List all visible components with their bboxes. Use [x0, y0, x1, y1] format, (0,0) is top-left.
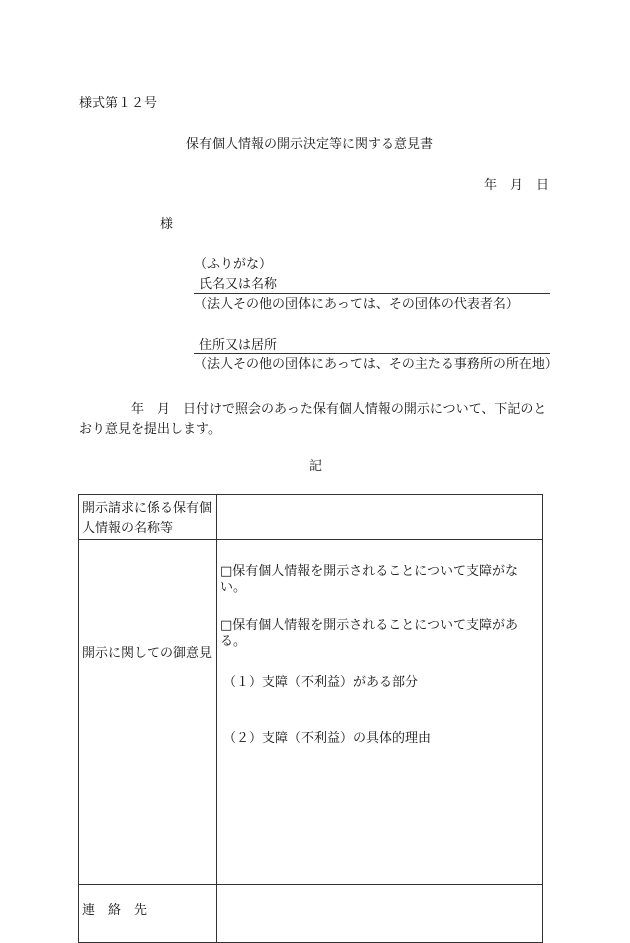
contact-cell[interactable] — [217, 885, 543, 943]
opinion-label: 開示に関しての御意見 — [79, 540, 217, 885]
form-number: 様式第１２号 — [79, 96, 158, 111]
contact-label: 連絡先 — [79, 885, 217, 943]
table-row — [79, 885, 543, 943]
part-affected: （１）支障（不利益）がある部分 — [223, 675, 419, 690]
document-title: 保有個人情報の開示決定等に関する意見書 — [186, 137, 434, 152]
name-label: 氏名又は名称 — [199, 277, 278, 292]
address-note: （法人その他の団体にあっては、その主たる事務所の所在地） — [194, 357, 558, 372]
name-note: （法人その他の団体にあっては、その団体の代表者名） — [194, 297, 519, 312]
part-reason: （２）支障（不利益）の具体的理由 — [223, 731, 432, 746]
statement-paragraph — [79, 400, 554, 440]
statement-text: 年 月 日付けで照会のあった保有個人情報の開示について、下記のとおり意見を提出します。 — [79, 402, 547, 437]
opinion-cell[interactable] — [217, 540, 543, 885]
furigana-label: （ふりがな） — [194, 257, 273, 272]
address-underline[interactable] — [194, 353, 550, 354]
info-name-cell[interactable] — [217, 495, 543, 540]
table-row — [79, 495, 543, 540]
option-problem[interactable]: □保有個人情報を開示されることについて支障がある。 — [220, 618, 519, 649]
table-row — [79, 540, 543, 885]
opinion-table — [78, 494, 543, 943]
addressee-suffix: 様 — [160, 217, 174, 232]
option-no-problem[interactable]: □保有個人情報を開示されることについて支障がない。 — [220, 564, 519, 595]
ki-heading: 記 — [309, 459, 323, 474]
address-label: 住所又は居所 — [199, 338, 278, 353]
info-name-label: 開示請求に係る保有個人情報の名称等 — [79, 495, 217, 540]
name-underline[interactable] — [194, 293, 550, 294]
date-line: 年 月 日 — [483, 178, 549, 193]
